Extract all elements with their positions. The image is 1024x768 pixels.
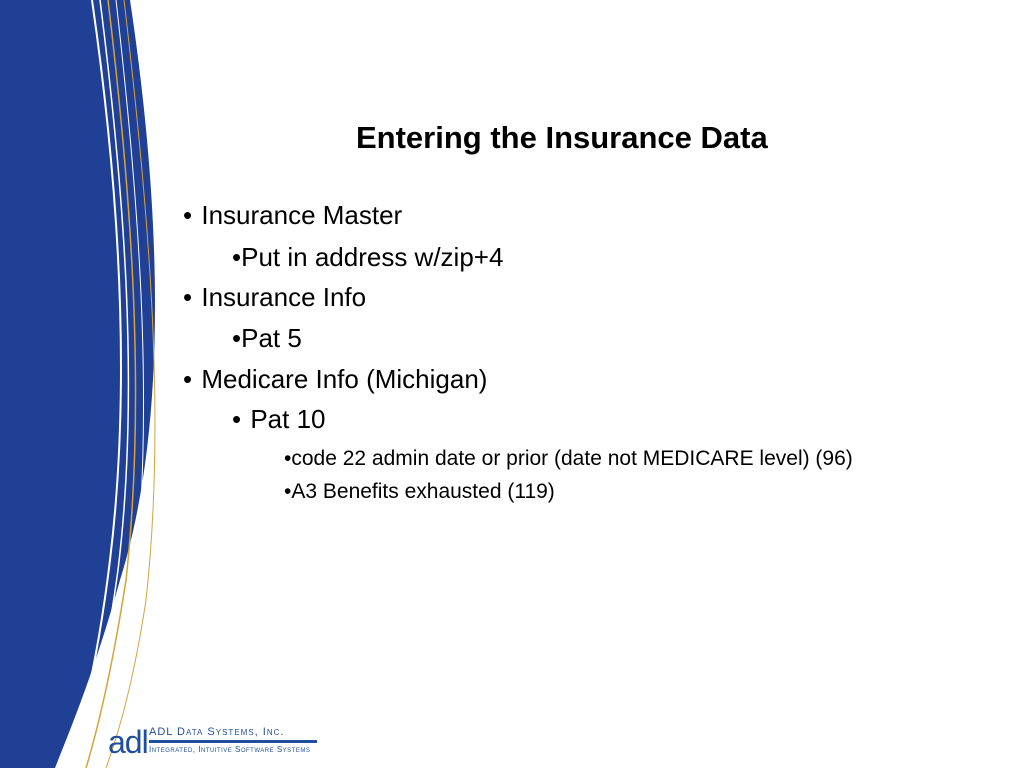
slide-title: Entering the Insurance Data [356, 120, 768, 155]
bullet-item-pat-10 [232, 404, 326, 435]
logo-company-name: ADL Data Systems, Inc. [149, 726, 285, 738]
bullet-item-insurance-master [183, 200, 402, 231]
bullet-text: Pat 5 [241, 323, 302, 353]
bullet-icon: • [183, 364, 193, 394]
logo-mark: adl [108, 724, 148, 760]
bullet-icon: • [232, 242, 242, 272]
bullet-text: Pat 10 [250, 404, 326, 434]
bullet-item-code-22 [284, 447, 853, 471]
bullet-text: Put in address w/zip+4 [241, 242, 504, 272]
bullet-text: Insurance Master [201, 200, 403, 230]
logo-tagline: Integrated, Intuitive Software Systems [149, 745, 311, 754]
bullet-text: code 22 admin date or prior (date not MEDICARE level) (96) [291, 447, 853, 470]
bullet-icon: • [284, 480, 292, 503]
bullet-text: A3 Benefits exhausted (119) [291, 480, 555, 503]
bullet-item-insurance-info [183, 282, 366, 313]
bullet-item-pat-5 [232, 323, 302, 354]
bullet-item-address-zip [232, 242, 503, 273]
bullet-item-medicare-info [183, 364, 487, 395]
bullet-item-a3-benefits [284, 480, 555, 504]
bullet-icon: • [284, 447, 292, 470]
bullet-text: Medicare Info (Michigan) [201, 364, 488, 394]
bullet-icon: • [183, 200, 193, 230]
logo-divider [149, 740, 317, 743]
company-logo [108, 722, 320, 762]
bullet-icon: • [232, 404, 242, 434]
bullet-icon: • [183, 282, 193, 312]
bullet-text: Insurance Info [201, 282, 367, 312]
bullet-icon: • [232, 323, 242, 353]
